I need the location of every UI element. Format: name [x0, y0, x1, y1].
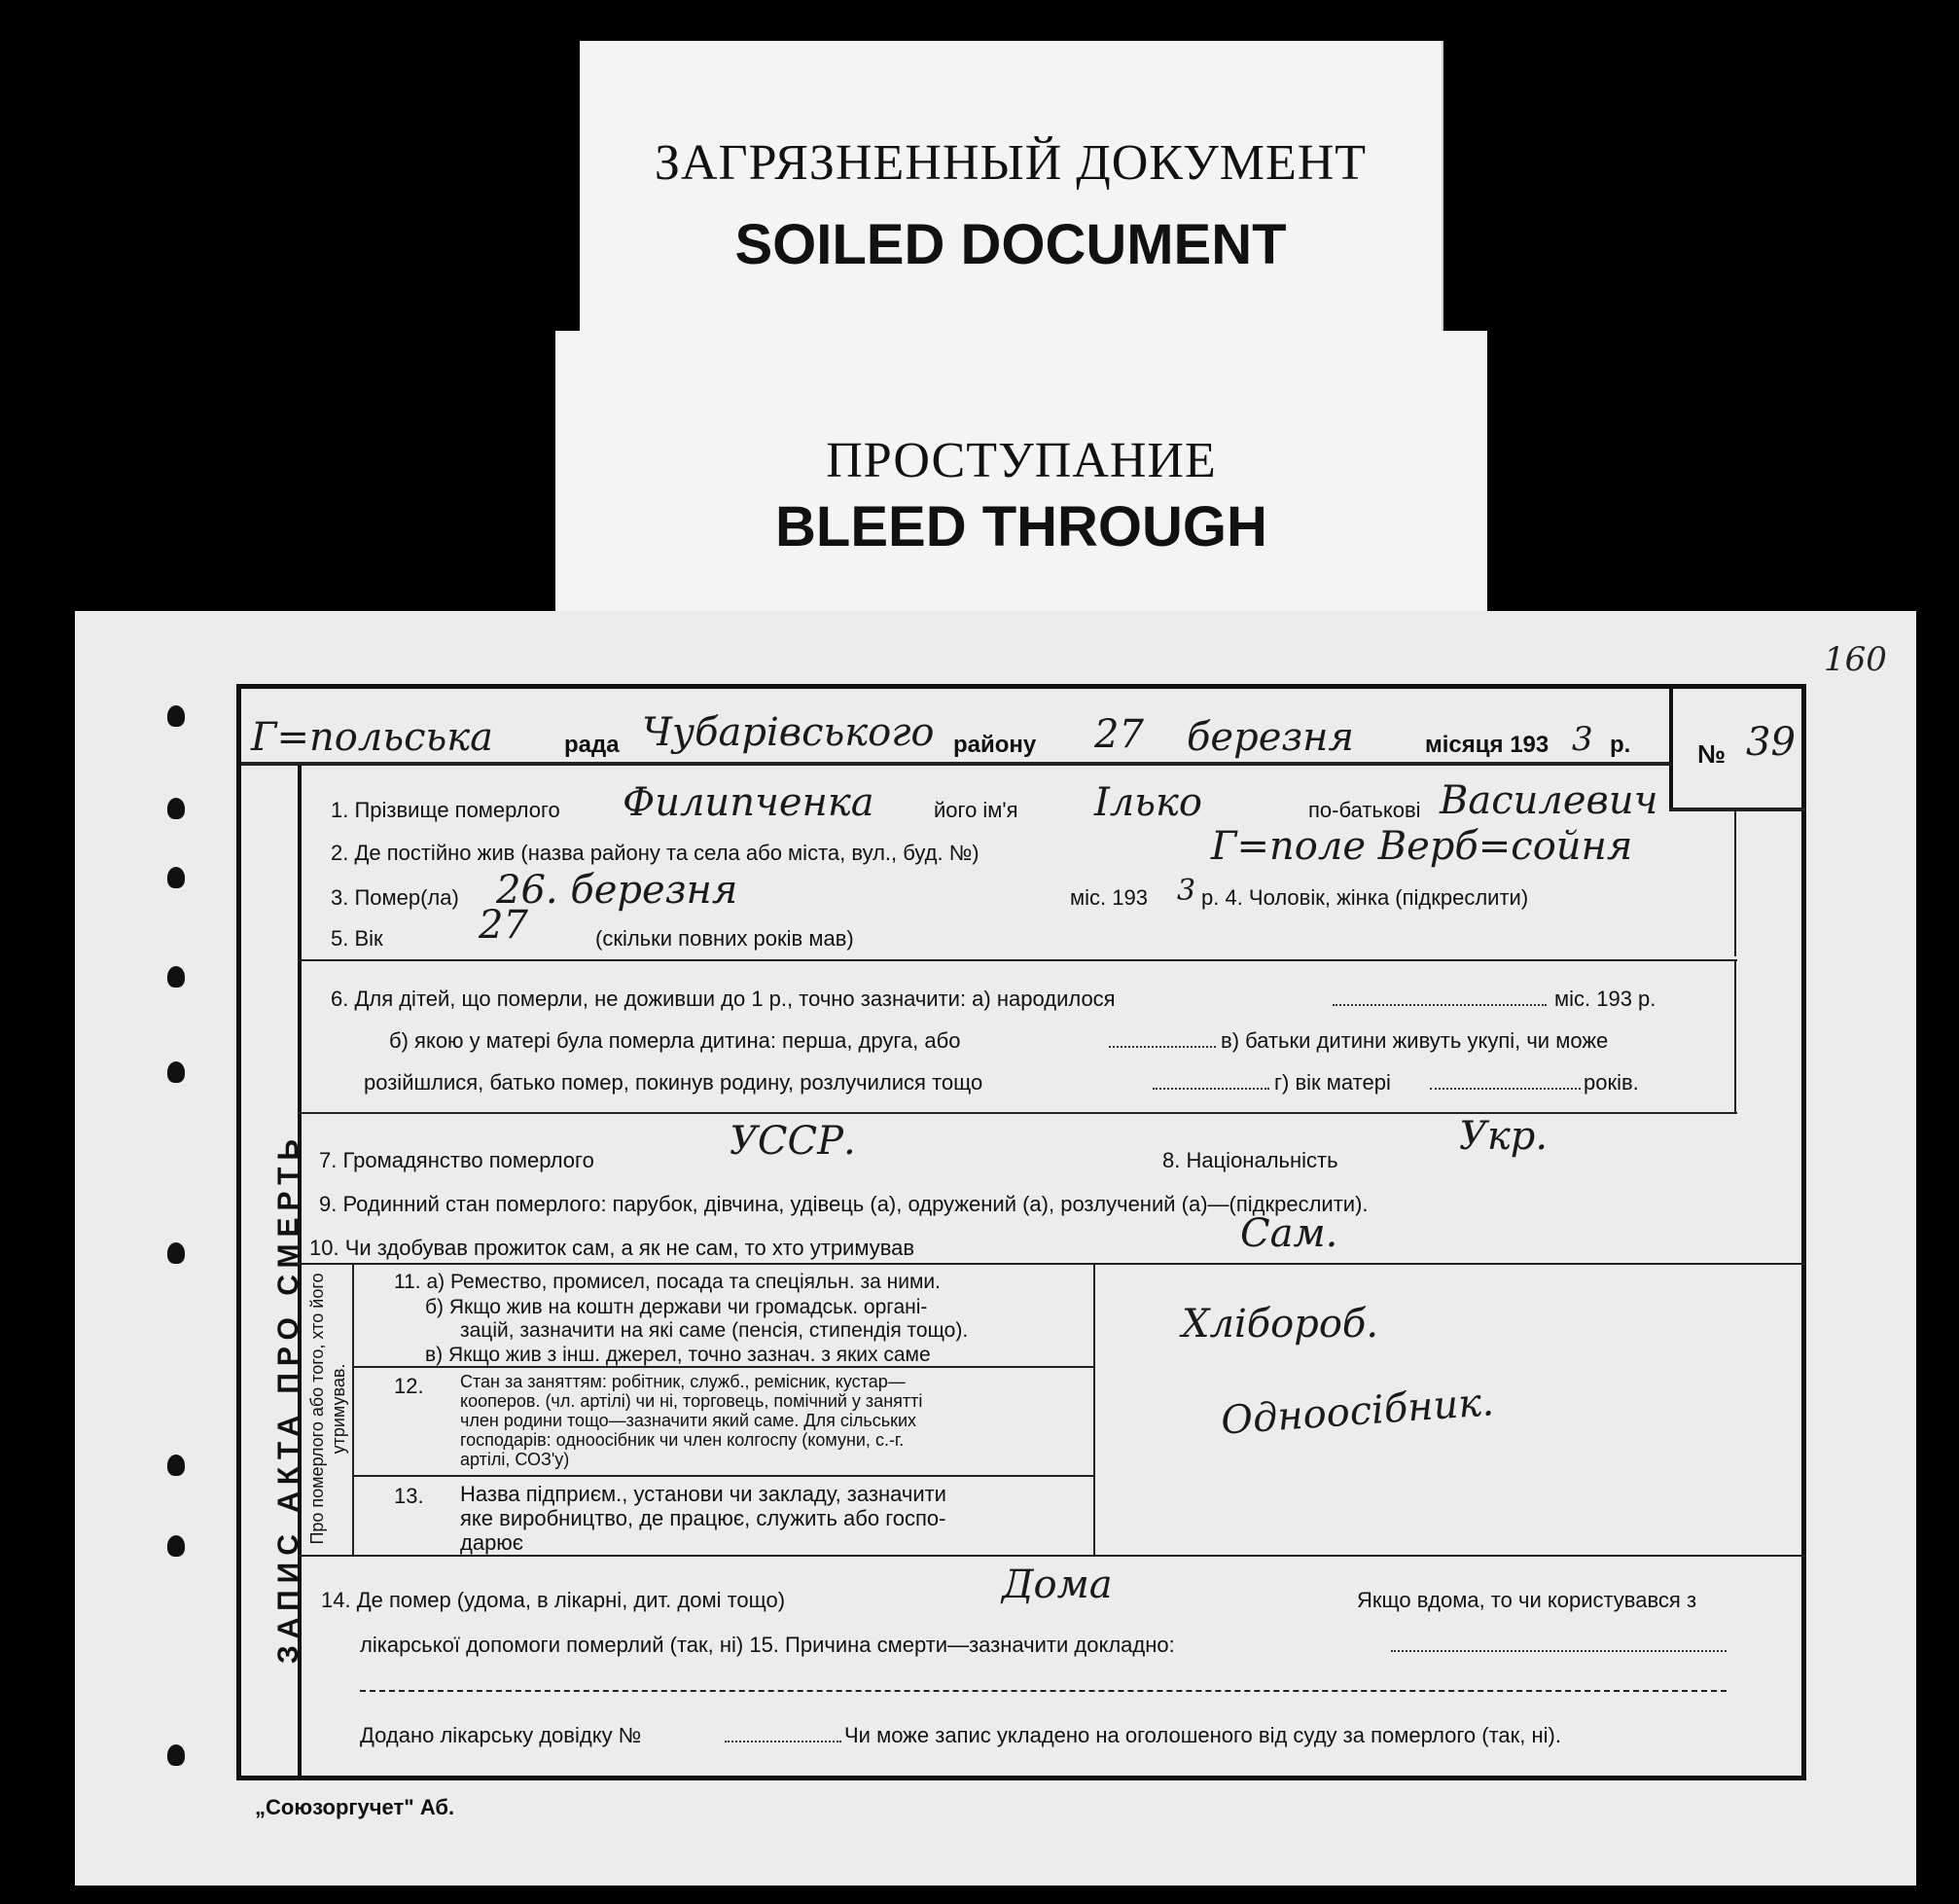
right-inner-rule-2 [1734, 959, 1736, 1112]
item3-year-hw: 3 [1177, 874, 1196, 908]
item10-self-hw: Сам. [1240, 1211, 1338, 1256]
final-line-a: Додано лікарську довідку № [360, 1723, 642, 1747]
header-rule [241, 762, 1671, 766]
item9-label: 9. Родинний стан померлого: парубок, дівчина, удівець (а), одружений (а), розлучений (а)—(підкреслити). [319, 1192, 1369, 1216]
item14-place-hw: Дома [1002, 1563, 1113, 1607]
number-box-divider [1669, 684, 1673, 810]
item3-mis-label: міс. 193 [1070, 885, 1148, 910]
rule-after-5 [298, 959, 1737, 961]
item14-tail: Якщо вдома, то чи користувався з [1357, 1588, 1697, 1612]
bleed-through-notice [555, 331, 1487, 625]
item8-nationality-hw: Укр. [1459, 1114, 1549, 1159]
punch-hole [167, 1455, 185, 1476]
item5-label: 5. Вік [331, 926, 383, 951]
punch-hole [167, 1535, 185, 1557]
month-label: місяця 193 [1425, 732, 1549, 758]
item12-line5: артілі, СОЗ'у) [460, 1450, 570, 1469]
item11-occupation-hw: Хлібороб. [1182, 1302, 1379, 1347]
item1-surname-hw: Филипченка [623, 780, 874, 825]
answer-column-divider [1093, 1263, 1095, 1555]
item6-line3-tail: років. [1584, 1070, 1639, 1095]
item1-label: 1. Прізвище померлого [331, 798, 560, 822]
sidenote-divider [352, 1263, 354, 1555]
item5-tail: (скільки повних років мав) [595, 926, 854, 951]
item6-line2-blank [1109, 1028, 1216, 1054]
item14-label: 14. Де помер (удома, в лікарні, дит. домі тощо) [321, 1588, 786, 1612]
final-line-blank [725, 1723, 841, 1748]
punch-hole [167, 867, 185, 888]
item6-line1-blank [1333, 987, 1547, 1012]
item12-status-hw: Одноосібник. [1219, 1380, 1496, 1444]
punch-hole [167, 966, 185, 988]
item12-line2: кооперов. (чл. артілі) чи ні, торговець, помічний у занятті [460, 1391, 923, 1411]
punch-hole [167, 798, 185, 819]
soiled-document-notice [580, 41, 1443, 333]
item12-line4: господарів: одноосібник чи член колгоспу (комуни, с.-г. [460, 1430, 905, 1450]
page-number: 160 [1824, 640, 1887, 679]
soiled-label-en: SOILED DOCUMENT [734, 213, 1287, 276]
bleed-label-en: BLEED THROUGH [775, 495, 1267, 558]
publisher-footer: „Союзоргучет" Аб. [255, 1795, 455, 1819]
item11-b1: б) Якщо жив на коштн держави чи громадськ. органі- [425, 1296, 928, 1318]
item13-line1: Назва підприєм., установи чи закладу, зазначити [460, 1482, 946, 1506]
month-hw: березня [1187, 715, 1355, 760]
item1-name-hw: Ілько [1094, 780, 1203, 825]
rule-12-13 [352, 1475, 1093, 1477]
item6-line1-tail: міс. 193 р. [1554, 987, 1656, 1011]
item13-num: 13. [394, 1484, 424, 1508]
day-hw: 27 [1094, 712, 1144, 757]
record-number-label: № [1697, 739, 1726, 769]
item15-blank [1391, 1633, 1727, 1658]
item11-b2: зацій, зазначити на які саме (пенсія, стипендія тощо). [460, 1319, 969, 1342]
right-inner-rule [1734, 810, 1736, 956]
final-line-b: Чи може запис укладено на оголошеного від суду за померлого (так, ні). [844, 1723, 1561, 1747]
item8-label: 8. Національність [1162, 1148, 1338, 1172]
year-digit-hw: 3 [1572, 720, 1593, 759]
soiled-label-ru: ЗАГРЯЗНЕННЫЙ ДОКУМЕНТ [654, 135, 1368, 191]
punch-hole [167, 705, 185, 727]
item12-num: 12. [394, 1374, 424, 1398]
item13-line2: яке виробництво, де працює, служить або госпо- [460, 1506, 946, 1530]
sidebar-title: ЗАПИС АКТА ПРО СМЕРТЬ [272, 1132, 304, 1664]
item10-label: 10. Чи здобував прожиток сам, а як не сам, то хто утримував [309, 1236, 915, 1260]
record-number-hw: 39 [1746, 720, 1796, 765]
punch-hole [167, 1242, 185, 1264]
item3-date-hw: 26. березня [496, 868, 738, 913]
cause-line [360, 1690, 1727, 1692]
year-r-label: р. [1610, 732, 1631, 758]
district-hw: Чубарівського [642, 710, 935, 755]
item15-line: лікарської допомоги померлий (так, ні) 15. Причина смерти—зазначити докладно: [360, 1633, 1175, 1657]
item6-line2: б) якою у матері була померла дитина: перша, друга, або [389, 1028, 961, 1053]
item7-citizenship-hw: УССР. [730, 1119, 856, 1164]
item7-label: 7. Громадянство померлого [319, 1148, 594, 1172]
item6-line3-blank [1153, 1070, 1269, 1096]
item6-line1: 6. Для дітей, що померли, не доживши до 1 р., точно зазначити: а) народилося [331, 987, 1116, 1011]
item1-patronymic-hw: Василевич [1440, 778, 1658, 823]
item5-age-hw: 27 [479, 903, 528, 948]
item3-label: 3. Помер(ла) [331, 885, 459, 910]
item3-4-label: р. 4. Чоловік, жінка (підкреслити) [1201, 885, 1529, 910]
item11-a: 11. а) Ремество, промисел, посада та спеціяльн. за ними. [394, 1271, 941, 1293]
village-council-hw: Г=польська [251, 715, 494, 760]
number-box-bottom [1669, 808, 1806, 811]
item1-patr-label: по-батькові [1308, 798, 1421, 822]
punch-hole [167, 1744, 185, 1766]
bleed-label-ru: ПРОСТУПАНИЕ [826, 433, 1217, 488]
item12-line1: Стан за заняттям: робітник, служб., ремісник, кустар— [460, 1372, 906, 1391]
item6-line3-blank2 [1430, 1070, 1581, 1096]
item6-line2-tail: в) батьки дитини живуть укупі, чи може [1221, 1028, 1609, 1053]
rayonu-label: району [953, 732, 1037, 758]
punch-hole [167, 1061, 185, 1083]
item6-line3: розійшлися, батько помер, покинув родину, розлучилися тощо [364, 1070, 983, 1095]
item11-c: в) Якщо жив з інш. джерел, точно зазнач. з яких саме [425, 1344, 931, 1366]
rule-before-11 [298, 1263, 1806, 1265]
item1-name-label: його ім'я [934, 798, 1018, 822]
rada-label: рада [564, 732, 620, 758]
item2-label: 2. Де постійно жив (назва району та села або міста, вул., буд. №) [331, 841, 980, 865]
item2-residence-hw: Г=поле Верб=сойня [1211, 824, 1633, 869]
rule-after-13 [298, 1555, 1806, 1557]
item12-line3: член родини тощо—зазначити який саме. Для сільських [460, 1411, 917, 1430]
item13-line3: дарює [460, 1530, 524, 1555]
item6-line3-mid: г) вік матері [1274, 1070, 1391, 1095]
sidenote: Про померлого або того, хто його утримував. [307, 1273, 348, 1545]
